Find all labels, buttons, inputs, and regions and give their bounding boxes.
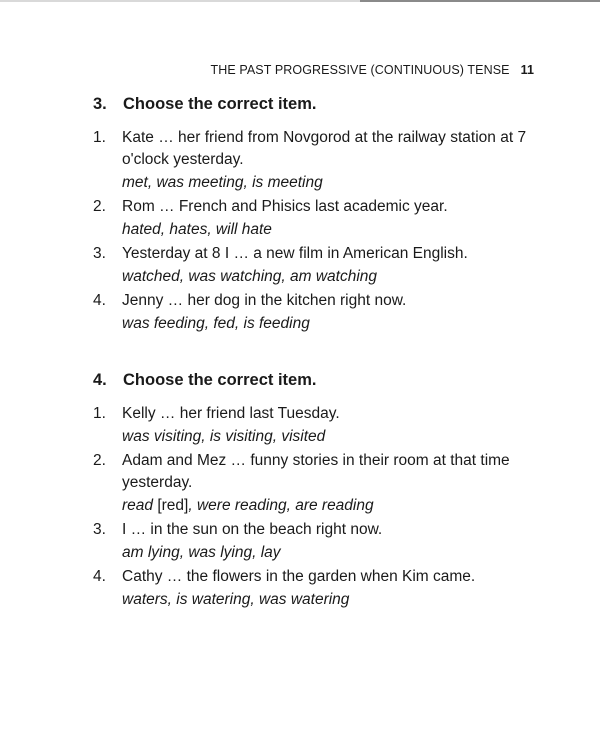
page-number: 11 (520, 63, 534, 77)
item-number: 1. (93, 129, 106, 146)
item-question: I … in the sun on the beach right now. (122, 521, 383, 538)
exercise-3 (93, 95, 543, 337)
exercise-item (93, 519, 543, 566)
item-number: 1. (93, 405, 106, 422)
exercise-item (93, 290, 543, 337)
option-rest: , were reading, are reading (188, 497, 374, 514)
item-question: Adam and Mez … funny stories in their room at that time yesterday. (122, 452, 510, 491)
item-question: Rom … French and Phisics last academic year. (122, 198, 448, 215)
option-word: read (122, 497, 154, 514)
exercise-heading (93, 371, 543, 390)
item-number: 3. (93, 521, 106, 538)
item-number: 2. (93, 198, 106, 215)
item-number: 4. (93, 568, 106, 585)
exercise-4 (93, 371, 543, 613)
item-question: Yesterday at 8 I … a new film in American English. (122, 245, 468, 262)
pronunciation-note: [red] (153, 497, 189, 514)
running-head (210, 63, 534, 77)
exercise-number: 3. (93, 95, 107, 113)
running-head-title: THE PAST PROGRESSIVE (CONTINUOUS) TENSE (210, 63, 510, 77)
exercise-number: 4. (93, 371, 107, 389)
exercise-item (93, 243, 543, 290)
exercise-item (93, 196, 543, 243)
item-options: met, was meeting, is meeting (122, 174, 323, 191)
item-options: am lying, was lying, lay (122, 544, 281, 561)
item-options: hated, hates, will hate (122, 221, 272, 238)
item-options: watched, was watching, am watching (122, 268, 378, 285)
exercise-instruction: Choose the correct item. (123, 95, 317, 113)
item-options: waters, is watering, was watering (122, 591, 350, 608)
item-options (122, 495, 543, 517)
exercise-heading (93, 95, 543, 114)
item-question: Cathy … the flowers in the garden when Kim came. (122, 568, 476, 585)
page-top-edge-shadow (360, 0, 600, 2)
item-question: Kate … her friend from Novgorod at the railway station at 7 o'clock yesterday. (122, 129, 527, 168)
item-number: 4. (93, 292, 106, 309)
exercise-instruction: Choose the correct item. (123, 371, 317, 389)
item-question: Kelly … her friend last Tuesday. (122, 405, 340, 422)
item-question: Jenny … her dog in the kitchen right now. (122, 292, 407, 309)
item-number: 3. (93, 245, 106, 262)
exercise-item (93, 127, 543, 196)
exercise-item (93, 450, 543, 519)
exercise-item (93, 566, 543, 613)
item-options: was visiting, is visiting, visited (122, 428, 326, 445)
item-number: 2. (93, 452, 106, 469)
exercise-item (93, 403, 543, 450)
item-options: was feeding, fed, is feeding (122, 315, 310, 332)
